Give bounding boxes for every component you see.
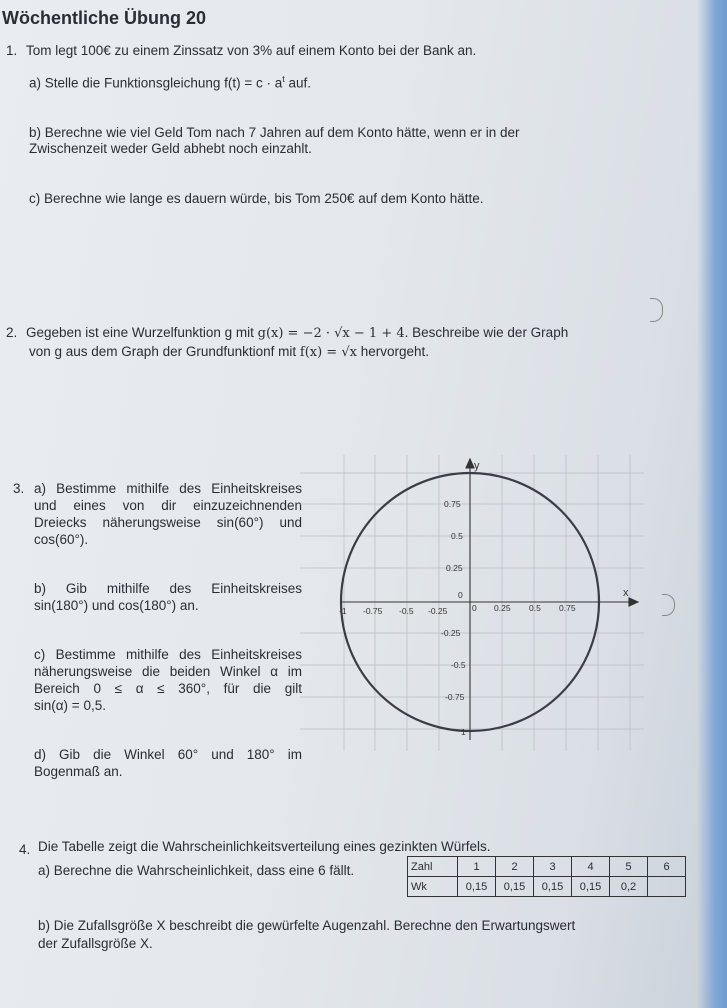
q1-number: 1.: [6, 43, 18, 58]
pen-mark: [662, 594, 675, 616]
table-cell: [648, 877, 686, 897]
q2-line2: von g aus dem Graph der Grundfunktionf mit f(x) = √x hervorgeht.: [29, 344, 429, 360]
y-tick-label: 0.75: [444, 499, 461, 509]
q4a-text: a) Berechne die Wahrscheinlichkeit, dass eine 6 fällt.: [38, 863, 355, 878]
table-cell: 0,15: [534, 877, 572, 897]
q1c-text: c) Berechne wie lange es dauern würde, bis Tom 250€ auf dem Konto hätte.: [29, 191, 484, 206]
q2-line1: Gegeben ist eine Wurzelfunktion g mit g(x) = −2 · √x − 1 + 4. Beschreibe wie der Graph: [26, 325, 569, 341]
unit-circle-diagram: [300, 455, 644, 751]
table-cell: 3: [534, 857, 572, 877]
table-header-cell: Zahl: [408, 857, 458, 877]
table-cell: 5: [610, 857, 648, 877]
y-tick-label: -0.25: [441, 628, 461, 638]
x-tick-label: 0.25: [494, 603, 511, 613]
table-cell: 0,15: [496, 877, 534, 897]
q4b-line1: b) Die Zufallsgröße X beschreibt die gewürfelte Augenzahl. Berechne den Erwartungswert: [38, 918, 576, 933]
q3d-block: d) Gib die Winkel 60° und 180° im Bogenmaß an.: [34, 747, 302, 779]
y-tick-label: 0.5: [451, 531, 463, 541]
q1b-line1: b) Berechne wie viel Geld Tom nach 7 Jahren auf dem Konto hätte, wenn er in der: [29, 125, 520, 140]
worksheet-title: Wöchentliche Übung 20: [2, 8, 207, 28]
table-cell: 2: [496, 857, 534, 877]
q4b-line2: der Zufallsgröße X.: [38, 936, 153, 951]
y-tick-label: 1: [461, 727, 466, 737]
table-cell: 0,15: [572, 877, 610, 897]
x-tick-label: -0.25: [428, 606, 448, 616]
y-tick-label: 0.25: [446, 563, 463, 573]
table-row: [408, 877, 686, 897]
q3-number: 3.: [13, 481, 25, 496]
x-tick-label: -0.75: [363, 606, 383, 616]
table-cell: 0,15: [458, 877, 496, 897]
y-tick-label: -0.75: [445, 692, 465, 702]
table-cell: 1: [458, 857, 496, 877]
y-axis-label: y: [474, 460, 480, 472]
q3c-block: c) Bestimme mithilfe des Einheitskreises näherungsweise die beiden Winkel α im Bereich 0 ≤ α ≤ 360°, für die gilt sin(α) = 0,5.: [34, 647, 302, 713]
q4-text: Die Tabelle zeigt die Wahrscheinlichkeitsverteilung eines gezinkten Würfels.: [38, 839, 491, 854]
q1a-text: a) Stelle die Funktionsgleichung $f(t) = c \cdot a^t$ auf.: [29, 74, 312, 91]
q1-text: Tom legt 100€ zu einem Zinssatz von 3% auf einem Konto bei der Bank an.: [26, 43, 477, 58]
table-row: [408, 857, 686, 877]
y-tick-label: -0.5: [451, 660, 466, 670]
x-tick-label: 0: [472, 603, 477, 613]
x-tick-label: 0.75: [559, 603, 576, 613]
q4-number: 4.: [19, 842, 31, 857]
background-edge: [697, 0, 727, 1008]
x-tick-label: -1: [339, 606, 347, 616]
q3b-block: b) Gib mithilfe des Einheitskreises sin(180°) und cos(180°) an.: [34, 581, 302, 613]
q2-number: 2.: [6, 325, 18, 340]
probability-table: [407, 856, 686, 897]
q1b-line2: Zwischenzeit weder Geld abhebt noch einzahlt.: [29, 141, 312, 156]
table-cell: 0,2: [610, 877, 648, 897]
x-axis-label: x: [623, 587, 629, 599]
q3a-block: a) Bestimme mithilfe des Einheitskreises und eines von dir einzuzeichnenden Dreiecks näherungsweise sin(60°) und cos(60°).: [34, 481, 302, 547]
y-tick-label: 0: [458, 590, 463, 600]
x-tick-label: -0.5: [399, 606, 414, 616]
table-cell: 6: [648, 857, 686, 877]
table-header-cell: Wk: [408, 877, 458, 897]
pen-mark: [650, 298, 663, 322]
x-tick-label: 0.5: [529, 603, 541, 613]
table-cell: 4: [572, 857, 610, 877]
